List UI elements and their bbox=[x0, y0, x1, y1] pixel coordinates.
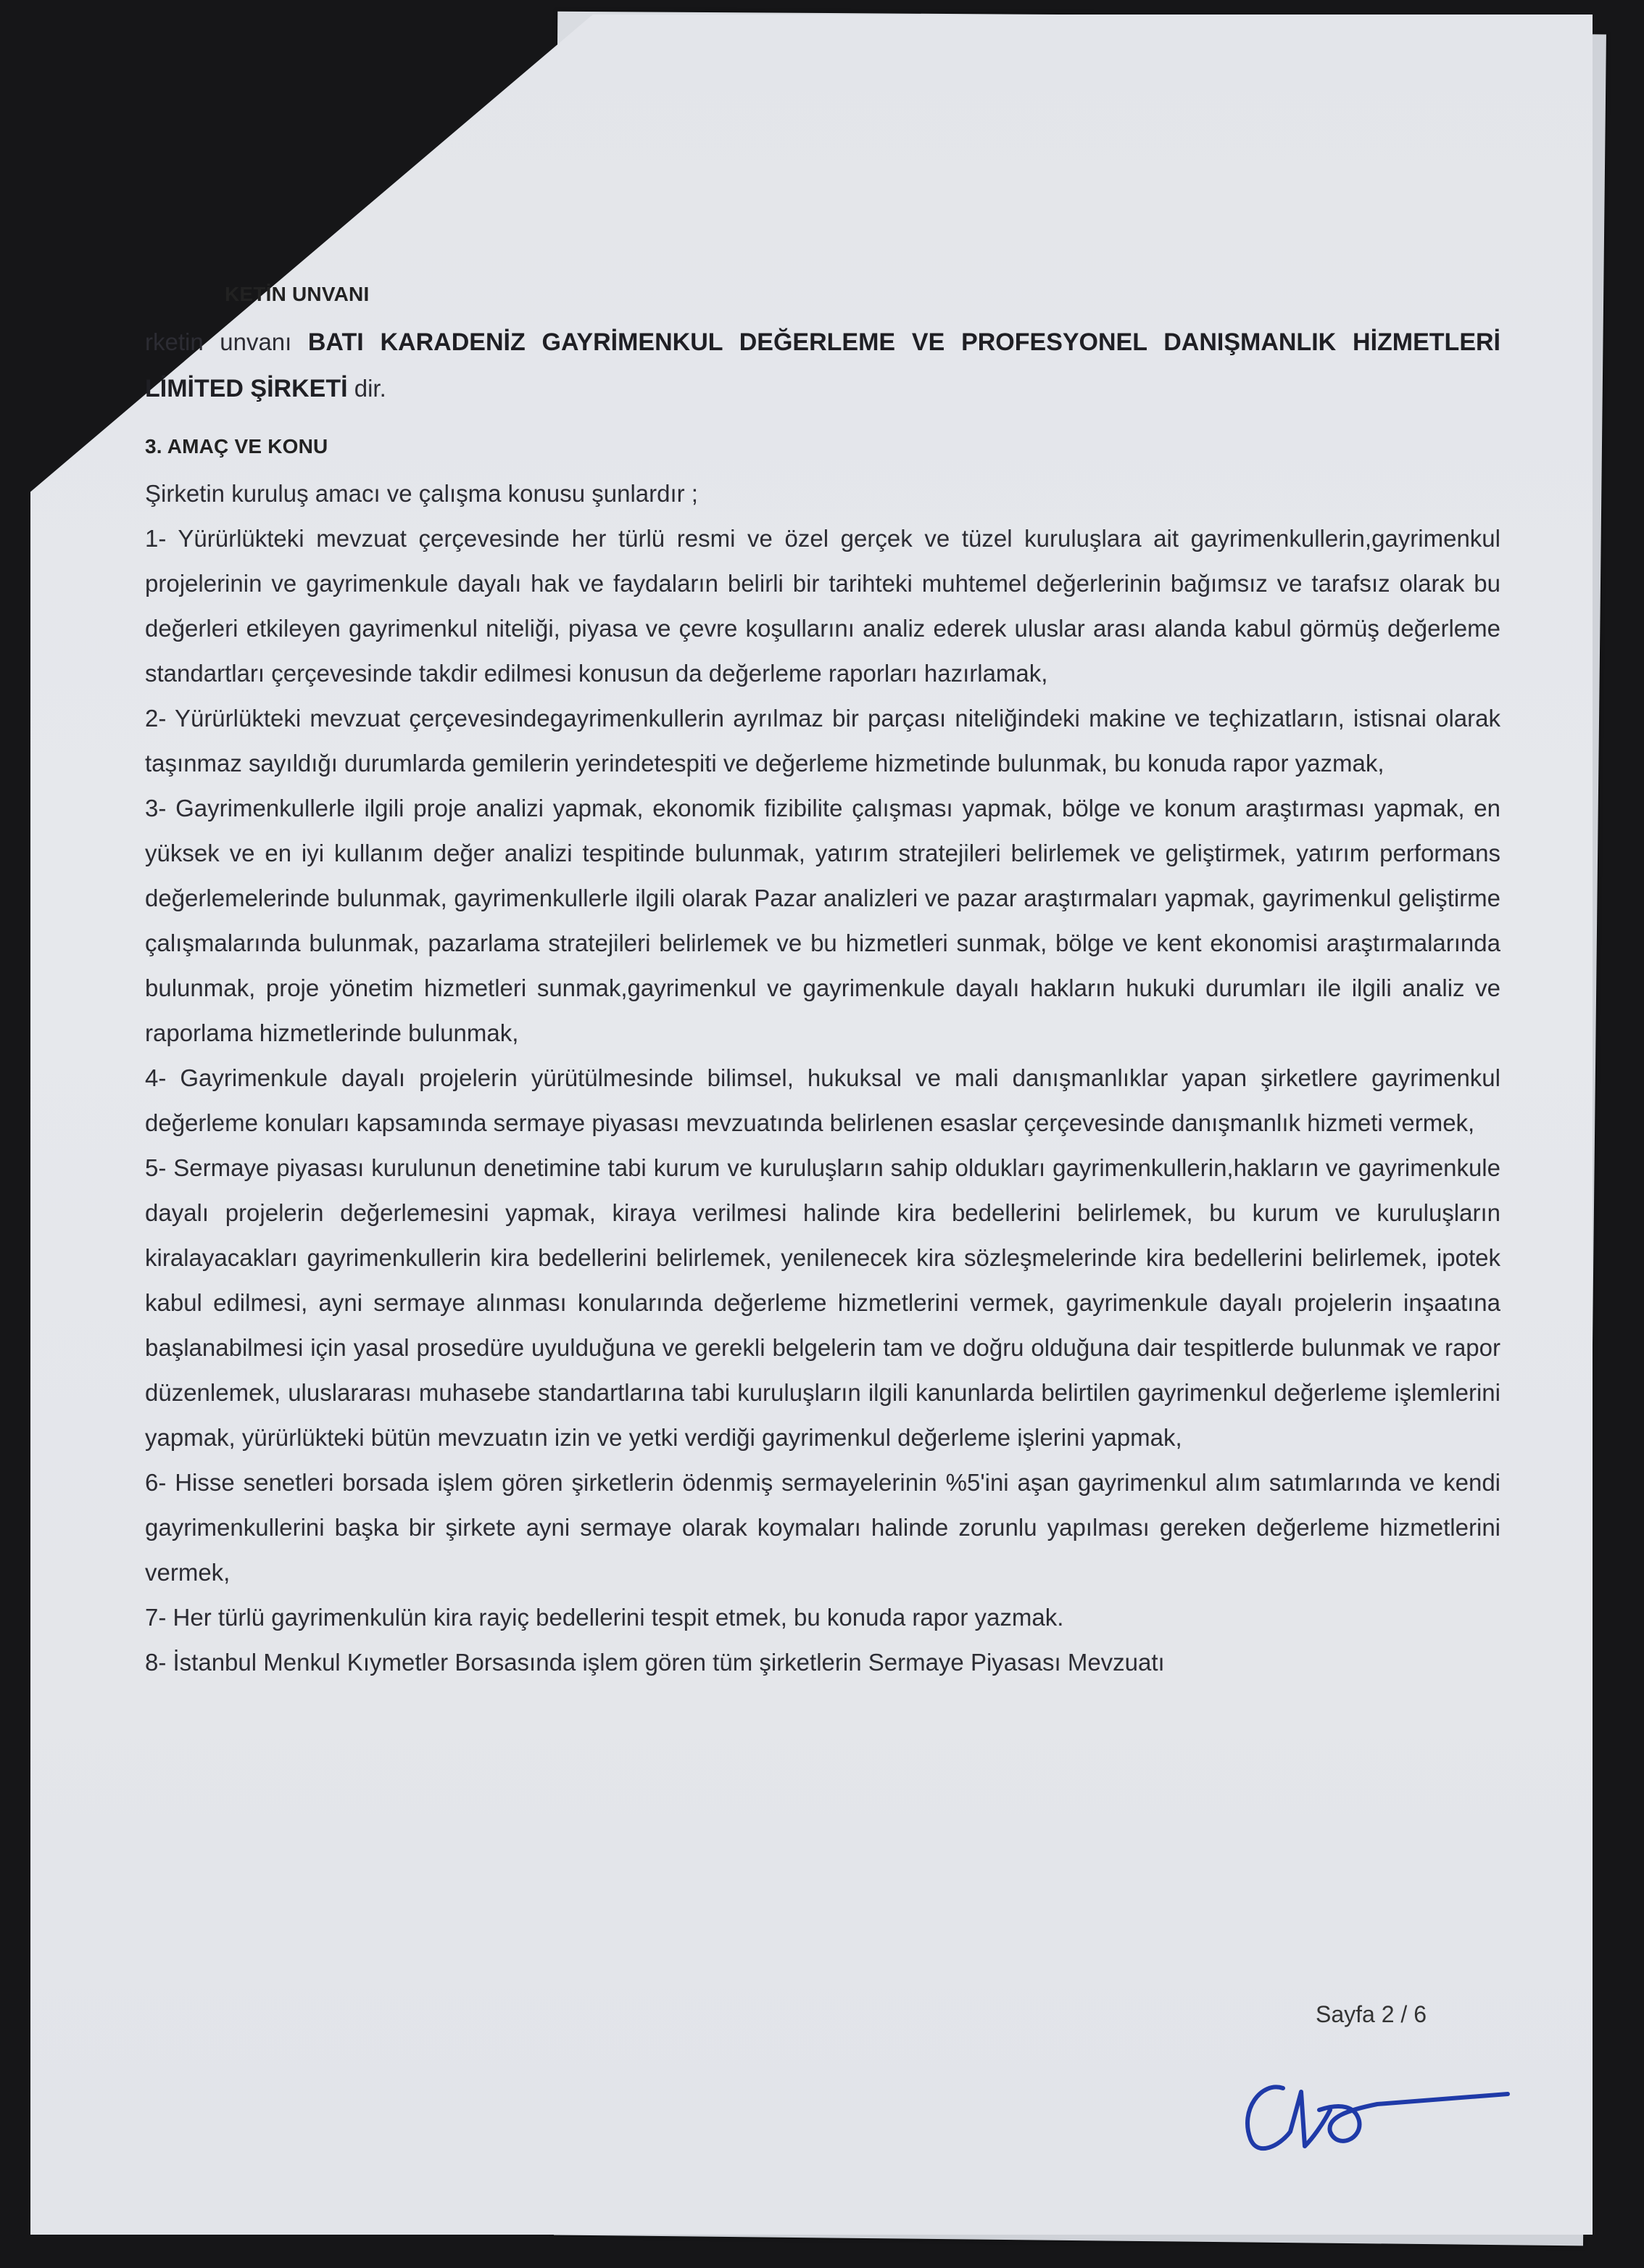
spacer bbox=[145, 412, 1500, 435]
list-item: 6- Hisse senetleri borsada işlem gören şirketlerin ödenmiş sermayelerinin %5'ini aşan gayrimenkul alım satımlarında ve kendi gayrimenkullerini başka bir şirkete ayni sermaye olarak koymaları halinde zorunlu yapılması gereken değerleme hizmetlerini vermek, bbox=[145, 1469, 1500, 1586]
company-title-suffix: dir. bbox=[354, 375, 386, 402]
company-title-prefix: rketin unvanı bbox=[145, 328, 292, 355]
list-item: 8- İstanbul Menkul Kıymetler Borsasında işlem gören tüm şirketlerin Sermaye Piyasası Mevzuatı bbox=[145, 1649, 1165, 1676]
list-item: 5- Sermaye piyasası kurulunun denetimine tabi kurum ve kuruluşların sahip oldukları gayrimenkullerin,hakların ve gayrimenkule dayalı projelerin değerlemesini yapmak, kiraya verilmesi halinde kira bedellerini belirlemek, bu kurum ve kuruluşların kiralayacakları gayrimenkullerin kira bedellerini belirlemek, yenilenecek kira sözleşmelerinde kira bedellerini belirlemek, ipotek kabul edilmesi, ayni sermaye alınması konularında değerleme hizmetlerini vermek, gayrimenkule dayalı projelerin inşaatına başlanabilmesi için yasal prosedüre uyulduğuna ve gerekli belgelerin tam ve doğru olduğuna dair tespitlerde bulunmak ve rapor düzenlemek, uluslararası muhasebe standartlarına tabi kuruluşların ilgili kanunlarda belirtilen gayrimenkul değerleme işlemlerini yapmak, yürürlükteki bütün mevzuatın izin ve yetki verdiği gayrimenkul değerleme işlerini yapmak, bbox=[145, 1154, 1500, 1451]
section-heading-company-title: KETİN UNVANI bbox=[225, 283, 370, 305]
signature-icon bbox=[1232, 2059, 1515, 2161]
page-number: Sayfa 2 / 6 bbox=[1316, 2001, 1427, 2027]
company-name: BATI KARADENİZ GAYRİMENKUL DEĞERLEME VE PROFESYONEL DANIŞMANLIK HİZMETLERİ LİMİTED ŞİRKETİ bbox=[145, 328, 1500, 402]
document-body bbox=[145, 283, 1500, 1685]
list-item: 4- Gayrimenkule dayalı projelerin yürütülmesinde bilimsel, hukuksal ve mali danışmanlıklar yapan şirketlere gayrimenkul değerleme konuları kapsamında sermaye piyasası mevzuatında belirlenen esaslar çerçevesinde danışmanlık hizmeti vermek, bbox=[145, 1064, 1500, 1136]
list-item: 2- Yürürlükteki mevzuat çerçevesindegayrimenkullerin ayrılmaz bir parçası niteliğindeki makine ve teçhizatların, istisnai olarak taşınmaz sayıldığı durumlarda gemilerin yerindetespiti ve değerleme hizmetinde bulunmak, bu konuda rapor yazmak, bbox=[145, 705, 1500, 777]
list-item: 3- Gayrimenkullerle ilgili proje analizi yapmak, ekonomik fizibilite çalışması yapmak, bölge ve konum araştırması yapmak, en yüksek ve en iyi kullanım değer analizi tespitinde bulunmak, yatırım stratejileri belirlemek ve geliştirmek, yatırım performans değerlemelerinde bulunmak, gayrimenkullerle ilgili olarak Pazar analizleri ve pazar araştırmaları yapmak, gayrimenkul geliştirme çalışmalarında bulunmak, pazarlama stratejileri belirlemek ve bu hizmetleri sunmak, bölge ve kent ekonomisi araştırmalarında bulunmak, proje yönetim hizmetleri sunmak,gayrimenkul ve gayrimenkule dayalı hakların hukuki durumları ile ilgili analiz ve raporlama hizmetlerinde bulunmak, bbox=[145, 795, 1500, 1046]
list-item: 1- Yürürlükteki mevzuat çerçevesinde her türlü resmi ve özel gerçek ve tüzel kuruluşlara ait gayrimenkullerin,gayrimenkul projelerinin ve gayrimenkule dayalı hak ve faydaların belirli bir tarihteki muhtemel değerlerinin bağımsız ve tarafsız olarak bu değerleri etkileyen gayrimenkul niteliği, piyasa ve çevre koşullarını analiz ederek uluslar arası alanda kabul görmüş değerleme standartları çerçevesinde takdir edilmesi konusun da değerleme raporları hazırlamak, bbox=[145, 525, 1500, 687]
purpose-intro: Şirketin kuruluş amacı ve çalışma konusu şunlardır ; bbox=[145, 480, 698, 507]
company-title-paragraph bbox=[145, 319, 1500, 412]
section-heading-purpose: 3. AMAÇ VE KONU bbox=[145, 435, 328, 458]
list-item: 7- Her türlü gayrimenkulün kira rayiç bedellerini tespit etmek, bu konuda rapor yazmak. bbox=[145, 1604, 1064, 1631]
